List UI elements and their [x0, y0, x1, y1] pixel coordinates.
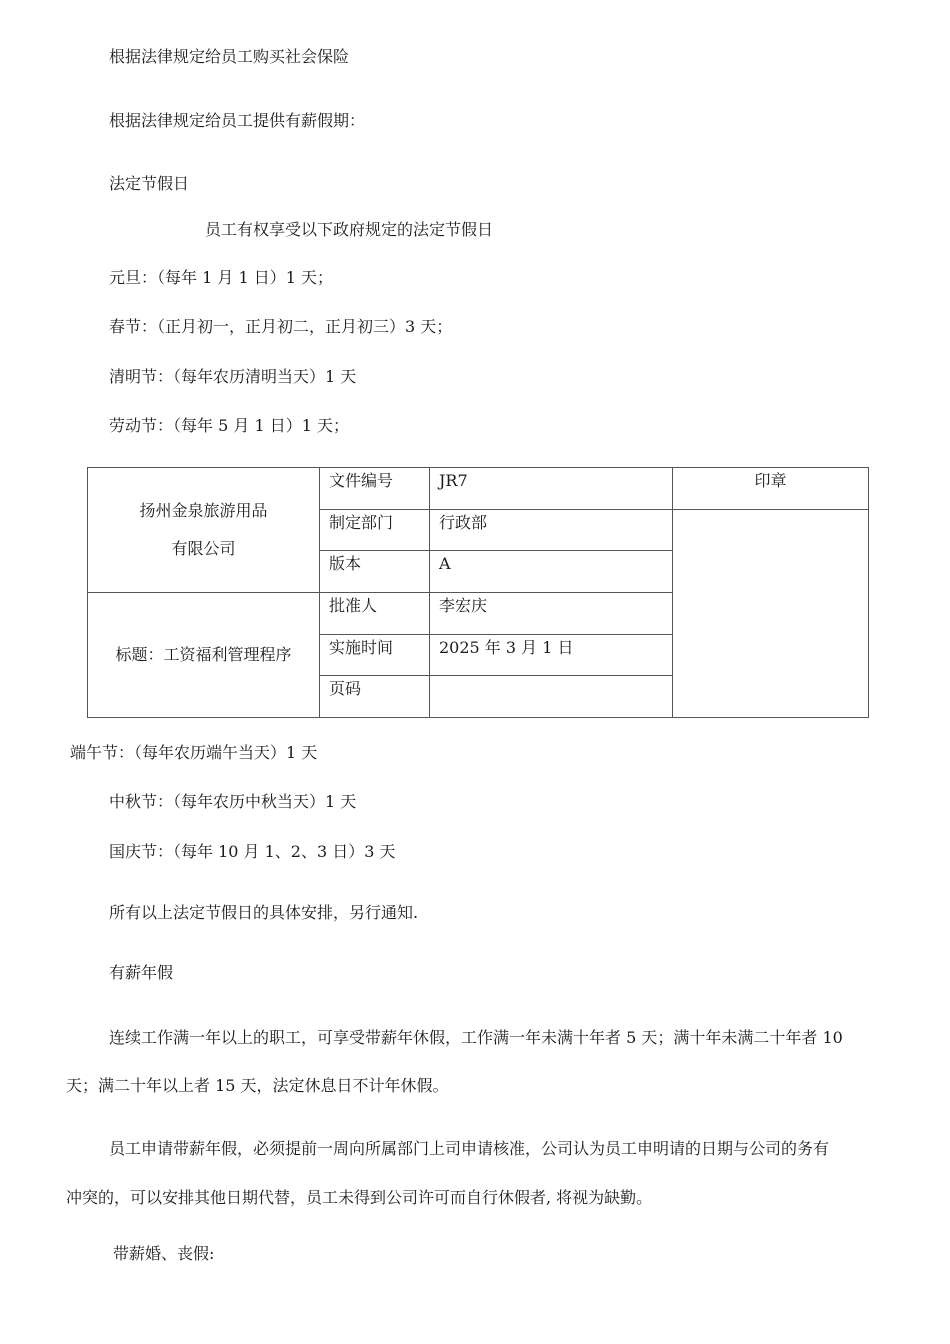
- value-department: 行政部: [430, 509, 673, 551]
- value-version: A: [430, 551, 673, 593]
- paragraph-holiday-entitlement: 员工有权享受以下政府规定的法定节假日: [205, 220, 494, 239]
- holiday-qingming: 清明节：（每年农历清明当天）1 天: [109, 367, 357, 386]
- document-header-table: [87, 467, 869, 718]
- paragraph-leave-application-line1: 员工申请带薪年假，必须提前一周向所属部门上司申请核准，公司认为员工申明请的日期与公司的务有: [109, 1139, 830, 1158]
- paragraph-paid-leave-intro: 根据法律规定给员工提供有薪假期：: [109, 111, 366, 130]
- company-name-cell: [88, 468, 320, 593]
- holiday-dragon-boat: 端午节：（每年农历端午当天）1 天: [70, 743, 318, 762]
- value-approver: 李宏庆: [430, 592, 673, 634]
- label-approver: 批准人: [320, 592, 430, 634]
- holiday-spring-festival: 春节：（正月初一，正月初二，正月初三）3 天；: [109, 317, 453, 336]
- value-page-number: [430, 676, 673, 718]
- paragraph-holiday-notice: 所有以上法定节假日的具体安排，另行通知.: [109, 903, 419, 922]
- heading-annual-leave: 有薪年假: [109, 963, 174, 982]
- holiday-national-day: 国庆节：（每年 10 月 1、2、3 日）3 天: [109, 842, 396, 861]
- paragraph-annual-leave-line1: 连续工作满一年以上的职工，可享受带薪年休假，工作满一年未满十年者 5 天；满十年未满二十年者 10: [109, 1028, 843, 1047]
- value-effective-date: 2025 年 3 月 1 日: [430, 634, 673, 676]
- holiday-mid-autumn: 中秋节：（每年农历中秋当天）1 天: [109, 792, 357, 811]
- label-effective-date: 实施时间: [320, 634, 430, 676]
- table-row: [88, 468, 869, 510]
- label-version: 版本: [320, 551, 430, 593]
- value-doc-number: JR7: [430, 468, 673, 510]
- paragraph-social-insurance: 根据法律规定给员工购买社会保险: [109, 47, 350, 66]
- heading-statutory-holidays: 法定节假日: [109, 174, 190, 193]
- label-page-number: 页码: [320, 676, 430, 718]
- label-department: 制定部门: [320, 509, 430, 551]
- company-name-line1: 扬州金泉旅游用品: [139, 500, 268, 520]
- seal-area: [673, 509, 869, 717]
- document-title: 标题：工资福利管理程序: [88, 592, 320, 717]
- company-name-line2: 有限公司: [171, 538, 236, 558]
- heading-marriage-funeral-leave: 带薪婚、丧假:: [113, 1244, 215, 1263]
- holiday-new-year: 元旦：（每年 1 月 1 日）1 天；: [109, 268, 333, 287]
- label-doc-number: 文件编号: [320, 468, 430, 510]
- seal-label: 印章: [673, 468, 869, 510]
- paragraph-annual-leave-line2: 天；满二十年以上者 15 天，法定休息日不计年休假。: [66, 1076, 449, 1095]
- holiday-labor-day: 劳动节：（每年 5 月 1 日）1 天；: [109, 416, 349, 435]
- paragraph-leave-application-line2: 冲突的，可以安排其他日期代替，员工未得到公司许可而自行休假者, 将视为缺勤。: [66, 1188, 653, 1207]
